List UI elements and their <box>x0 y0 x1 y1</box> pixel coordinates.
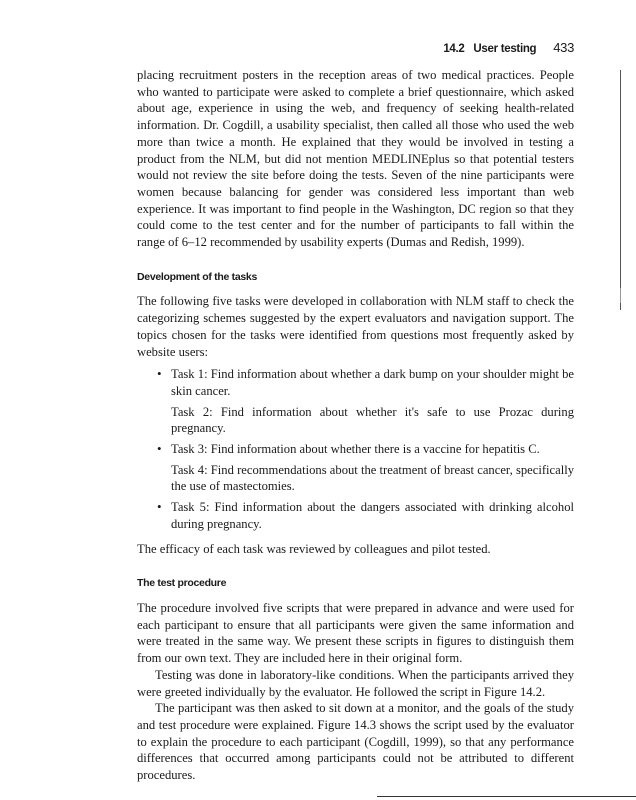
task-item-1: • Task 1: Find information about whether a dark bump on your shoulder might be skin cancer. <box>137 366 574 399</box>
heading-test-procedure: The test procedure <box>137 577 227 590</box>
paragraph-procedure-2: Testing was done in laboratory-like conditions. When the participants arrived they were greeted individually by the evaluator. He followed the script in Figure 14.2. <box>137 667 574 699</box>
paragraph-procedure-3: The participant was then asked to sit down at a monitor, and the goals of the study and test procedure were explained. Figure 14.3 shows the script used by the evaluator to explain the procedure to each participant (Cogdill, 1999), so that any performance differences that occurred among participants could not be attributed to different procedures. <box>137 701 574 783</box>
heading-development-of-tasks: Development of the tasks <box>137 270 257 283</box>
paragraph-tasks-intro: The following five tasks were developed in collaboration with NLM staff to check the categorizing schemes suggested by the expert evaluators and navigation support. The topics chosen for the tasks were identified from questions most frequently asked by website users: <box>137 294 574 359</box>
section-number: 14.2 <box>443 43 465 55</box>
running-head <box>0 40 574 55</box>
margin-rule <box>620 70 621 310</box>
footer-rule <box>377 796 636 797</box>
task-list <box>137 366 574 532</box>
margin-rule-short <box>620 288 621 303</box>
task-item-4: Task 4: Find recommendations about the treatment of breast cancer, specifically the use of mastectomies. <box>171 462 574 494</box>
task-item-3: • Task 3: Find information about whether there is a vaccine for hepatitis C. <box>137 441 574 458</box>
task-item-2: Task 2: Find information about whether it's safe to use Prozac during pregnancy. <box>171 404 574 436</box>
page-number: 433 <box>553 40 574 55</box>
page-body <box>137 67 574 784</box>
paragraph-tasks-outro: The efficacy of each task was reviewed by colleagues and pilot tested. <box>137 541 491 556</box>
paragraph-procedure-1: The procedure involved five scripts that were prepared in advance and were used for each participant to ensure that all participants were given the same information and were treated in the same way. We present these scripts in figures to distinguish them from our own text. They are included here in their original form. <box>137 600 574 666</box>
section-title: User testing <box>473 43 537 55</box>
paragraph-recruitment: placing recruitment posters in the reception areas of two medical practices. People who wanted to participate were asked to complete a brief questionnaire, which asked about age, experience in using the web, and frequency of seeking health-related information. Dr. Cogdill, a usability specialist, then called all those who used the web more than twice a month. He explained that they would be involved in testing a product from the NLM, but did not mention MEDLINEplus so that potential testers would not review the site before doing the tests. Seven of the nine participants were women because balancing for gender was considered less important than web experience. It was important to find people in the Washington, DC region so that they could come to the test center and for the number of participants to fall within the range of 6–12 recommended by usability experts (Dumas and Redish, 1999). <box>137 68 574 250</box>
task-item-5: • Task 5: Find information about the dangers associated with drinking alcohol during pregnancy. <box>137 499 574 532</box>
